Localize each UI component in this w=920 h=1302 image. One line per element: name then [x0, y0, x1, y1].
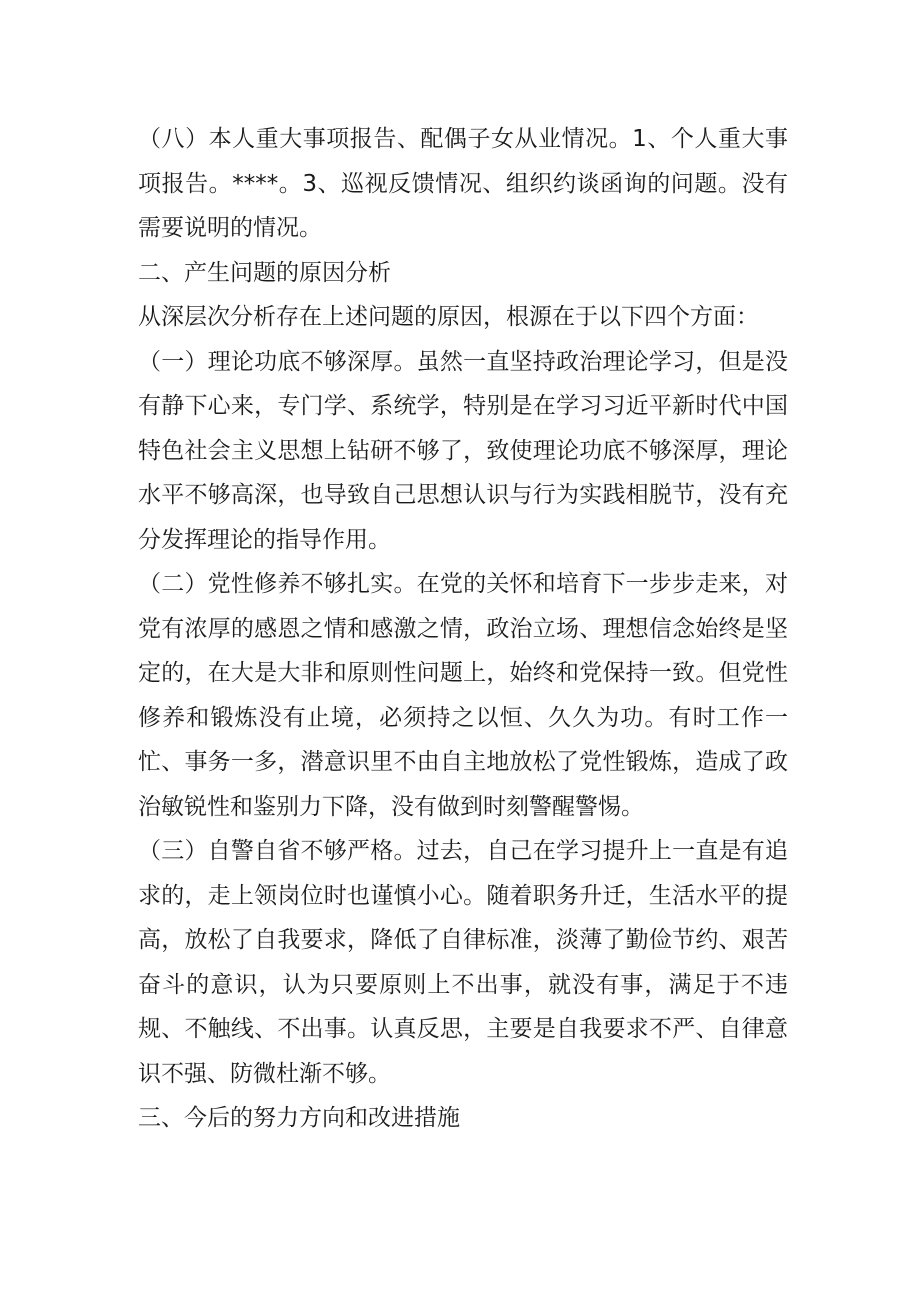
paragraph-self-discipline: （三）自警自省不够严格。过去，自己在学习提升上一直是有追求的，走上领岗位时也谨慎小心。随着职务升迁，生活水平的提高，放松了自我要求，降低了自律标准，淡薄了勤俭节约、艰苦奋斗的意识，认为只要原则上不出事，就没有事，满足于不违规、不触线、不出事。认真反思，主要是自我要求不严、自律意识不强、防微杜渐不够。 — [138, 838, 788, 1087]
paragraph-party-spirit: （二）党性修养不够扎实。在党的关怀和培育下一步步走来，对党有浓厚的感恩之情和感激之情，政治立场、理想信念始终是坚定的，在大是大非和原则性问题上，始终和党保持一致。但党性修养和锻炼没有止境，必须持之以恒、久久为功。有时工作一忙、事务一多，潜意识里不由自主地放松了党性锻炼，造成了政治敏锐性和鉴别力下降，没有做到时刻警醒警惕。 — [138, 571, 788, 820]
paragraph-theory-foundation: （一）理论功底不够深厚。虽然一直坚持政治理论学习，但是没有静下心来，专门学、系统学，特别是在学习习近平新时代中国特色社会主义思想上钻研不够了，致使理论功底不够深厚，理论水平不够高深，也导致自己思想认识与行为实践相脱节，没有充分发挥理论的指导作用。 — [138, 348, 788, 553]
section-heading-improvement-measures: 三、今后的努力方向和改进措施 — [138, 1105, 460, 1131]
paragraph-personal-matters: （八）本人重大事项报告、配偶子女从业情况。1、个人重大事项报告。****。3、巡视反馈情况、组织约谈函询的问题。没有需要说明的情况。 — [138, 126, 788, 241]
document-body — [138, 117, 788, 1141]
paragraph-cause-intro: 从深层次分析存在上述问题的原因，根源在于以下四个方面： — [138, 304, 759, 330]
section-heading-cause-analysis: 二、产生问题的原因分析 — [138, 259, 391, 286]
